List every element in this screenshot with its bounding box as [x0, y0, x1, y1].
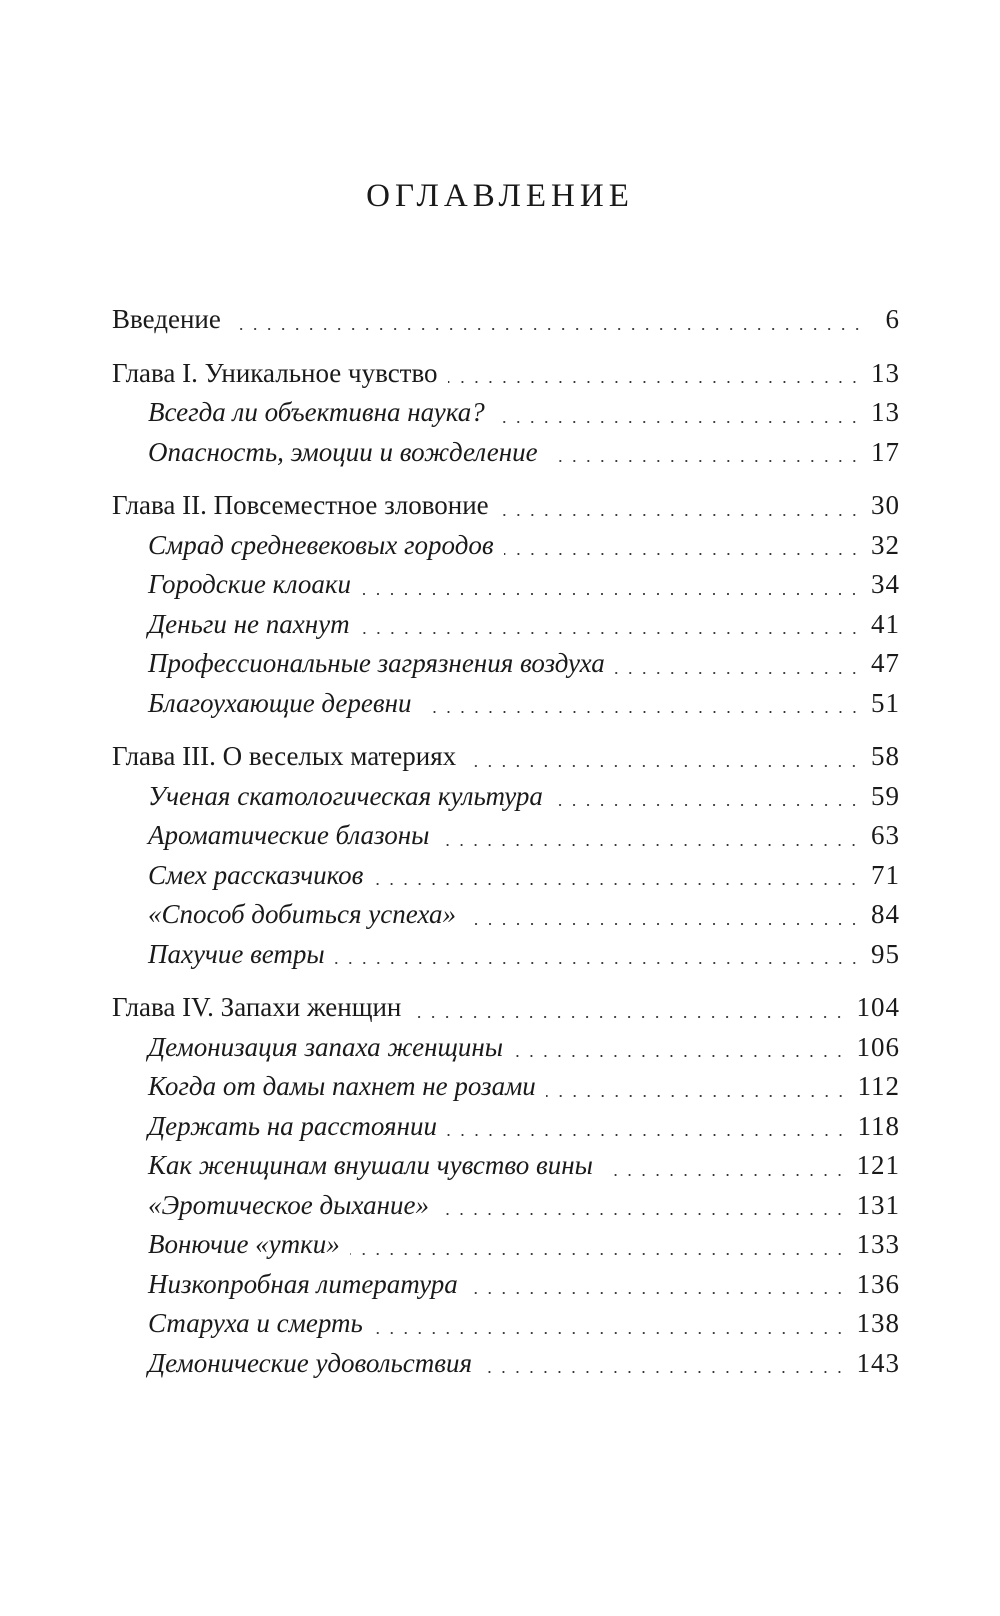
page-title: ОГЛАВЛЕНИЕ: [366, 178, 634, 214]
page-number: 13: [871, 397, 900, 427]
section-title: Старуха и смерть: [148, 1308, 363, 1338]
toc-section-entry: [112, 895, 900, 935]
dot-leader: [439, 844, 861, 846]
section-title: «Эротическое дыхание»: [148, 1189, 429, 1220]
toc-section-entry: [112, 1146, 900, 1186]
section-title: Всегда ли объективна наука?: [148, 397, 485, 427]
section-title: Смех рассказчиков: [148, 859, 364, 890]
page-number: 133: [856, 1229, 900, 1259]
page-number: 58: [871, 741, 900, 771]
page-number: 84: [871, 899, 900, 929]
toc-section-entry: [112, 935, 900, 975]
section-title: Ароматические блазоны: [148, 820, 430, 850]
toc-chapter-group: [112, 486, 900, 723]
page-number: 59: [871, 780, 900, 811]
dot-leader: [466, 765, 861, 767]
dot-leader: [350, 1253, 847, 1255]
section-title: Профессиональные загрязнения воздуха: [148, 648, 605, 678]
dot-leader: [499, 514, 861, 516]
page-number: 112: [857, 1071, 900, 1101]
toc-section-entry: [112, 1067, 900, 1107]
dot-leader: [439, 1213, 847, 1215]
section-title: Опасность, эмоции и вожделение: [148, 436, 538, 467]
page-number: 106: [856, 1031, 900, 1062]
toc-section-entry: [112, 856, 900, 896]
section-title: «Способ добиться успеха»: [148, 899, 456, 929]
page-number: 138: [856, 1308, 900, 1338]
dot-leader: [466, 923, 861, 925]
dot-leader: [231, 328, 864, 330]
toc-chapter-entry: [112, 354, 900, 394]
toc-chapter-entry: [112, 737, 900, 777]
dot-leader: [411, 1016, 846, 1018]
toc-section-entry: [112, 1344, 900, 1384]
page-number: 17: [871, 436, 900, 467]
toc-section-entry: [112, 393, 900, 433]
section-title: Городские клоаки: [148, 569, 352, 599]
dot-leader: [546, 1095, 848, 1097]
page-number: 30: [871, 490, 900, 520]
page-number: 51: [871, 687, 900, 718]
section-title: Пахучие ветры: [148, 938, 325, 969]
section-title: Демонизация запаха женщины: [148, 1031, 504, 1062]
dot-leader: [360, 632, 861, 634]
toc-section-entry: [112, 433, 900, 473]
section-title: Ученая скатологическая культура: [148, 780, 543, 811]
page-number: 63: [871, 820, 900, 850]
chapter-title: Глава I. Уникальное чувство: [112, 357, 438, 388]
dot-leader: [615, 672, 861, 674]
page-number: 71: [871, 859, 900, 890]
page-number: 95: [871, 938, 900, 969]
dot-leader: [495, 421, 861, 423]
toc-section-entry: [112, 684, 900, 724]
page-number: 32: [871, 529, 900, 560]
page-number: 131: [856, 1189, 900, 1220]
toc-chapter-group: [112, 988, 900, 1383]
toc-section-entry: [112, 644, 900, 684]
chapter-title: Глава IV. Запахи женщин: [112, 992, 402, 1022]
toc-chapter-group: [112, 737, 900, 974]
chapter-title: Глава III. О веселых материях: [112, 741, 457, 771]
dot-leader: [448, 381, 861, 383]
toc-section-entry: [112, 816, 900, 856]
dot-leader: [373, 883, 861, 885]
toc-section-entry: [112, 777, 900, 817]
table-of-contents: [112, 300, 900, 1397]
toc-chapter-entry: [112, 988, 900, 1028]
section-title: Деньги не пахнут: [148, 608, 350, 639]
toc-section-entry: [112, 1107, 900, 1147]
section-title: Как женщинам внушали чувство вины: [148, 1150, 593, 1180]
toc-chapter-group: [112, 300, 900, 340]
dot-leader: [548, 460, 861, 462]
toc-section-entry: [112, 1225, 900, 1265]
section-title: Смрад средневековых городов: [148, 529, 494, 560]
toc-section-entry: [112, 526, 900, 566]
toc-section-entry: [112, 1265, 900, 1305]
dot-leader: [447, 1134, 848, 1136]
dot-leader: [422, 711, 861, 713]
toc-section-entry: [112, 605, 900, 645]
section-title: Благоухающие деревни: [148, 687, 412, 718]
page-number: 6: [885, 304, 900, 334]
section-title: Держать на расстоянии: [148, 1110, 437, 1141]
dot-leader: [482, 1371, 846, 1373]
dot-leader: [373, 1332, 847, 1334]
page-number: 118: [857, 1110, 900, 1141]
toc-chapter-group: [112, 354, 900, 473]
page-number: 41: [871, 608, 900, 639]
page-number: 121: [856, 1150, 900, 1180]
dot-leader: [335, 962, 861, 964]
toc-chapter-entry: [112, 486, 900, 526]
section-title: Когда от дамы пахнет не розами: [148, 1071, 536, 1101]
chapter-title: Введение: [112, 304, 221, 334]
dot-leader: [468, 1292, 847, 1294]
dot-leader: [603, 1174, 847, 1176]
section-title: Низкопробная литература: [148, 1268, 458, 1299]
toc-section-entry: [112, 1028, 900, 1068]
page-number: 136: [856, 1268, 900, 1299]
section-title: Демонические удовольствия: [148, 1347, 473, 1378]
page-number: 13: [871, 357, 900, 388]
chapter-title: Глава II. Повсеместное зловоние: [112, 490, 489, 520]
dot-leader: [361, 593, 861, 595]
toc-section-entry: [112, 1304, 900, 1344]
page-number: 34: [871, 569, 900, 599]
page-number: 143: [856, 1347, 900, 1378]
toc-section-entry: [112, 565, 900, 605]
dot-leader: [553, 804, 861, 806]
dot-leader: [513, 1055, 846, 1057]
page-number: 47: [871, 648, 900, 678]
toc-chapter-entry: [112, 300, 900, 340]
section-title: Вонючие «утки»: [148, 1229, 340, 1259]
page-number: 104: [856, 992, 900, 1022]
dot-leader: [504, 553, 861, 555]
toc-section-entry: [112, 1186, 900, 1226]
